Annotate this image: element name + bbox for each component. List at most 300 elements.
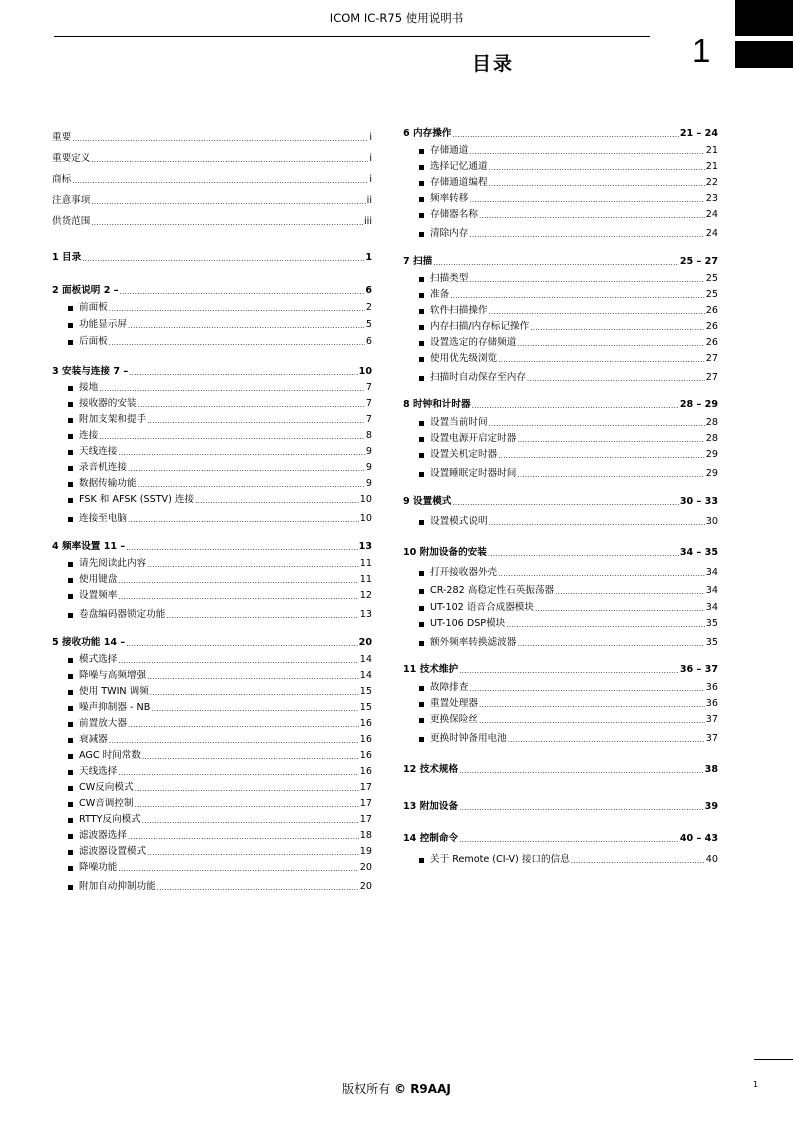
bullet-icon [419, 437, 424, 442]
toc-entry-label: 设置睡眠定时器时间 [430, 468, 517, 479]
toc-entry-page: 35 [705, 637, 718, 648]
toc-entry[interactable] [68, 782, 372, 794]
toc-entry-page: iii [364, 216, 372, 227]
dot-leader [151, 705, 358, 714]
dot-leader [459, 767, 704, 776]
bullet-icon [419, 421, 424, 426]
bullet-icon [419, 197, 424, 202]
toc-entry-label: CR-282 高稳定性石英振荡器 [430, 585, 555, 596]
dot-leader [135, 785, 359, 794]
toc-entry-label: 降噪与高频增强 [79, 670, 147, 681]
toc-entry[interactable] [52, 153, 372, 165]
toc-entry[interactable] [419, 449, 718, 461]
toc-entry-page: 34 [705, 567, 718, 578]
toc-entry[interactable] [68, 734, 372, 746]
toc-entry-page: 34 – 35 [679, 547, 718, 558]
dot-leader [118, 769, 358, 778]
toc-entry[interactable] [68, 718, 372, 730]
bullet-icon [419, 181, 424, 186]
bullet-icon [419, 165, 424, 170]
dot-leader [118, 593, 358, 602]
toc-entry[interactable] [419, 433, 718, 445]
toc-entry-page: 18 [359, 830, 372, 841]
bullet-icon [68, 306, 73, 311]
toc-entry-label: 设置当前时间 [430, 417, 488, 428]
toc-entry[interactable] [68, 446, 372, 458]
dot-leader [120, 288, 365, 297]
dot-leader [142, 753, 359, 762]
toc-entry-label: 5 接收功能 14 – [52, 637, 126, 648]
toc-entry-page: 23 [705, 193, 718, 204]
dot-leader [82, 255, 364, 264]
copyright-prefix: 版权所有 [342, 1082, 391, 1096]
toc-entry[interactable] [419, 854, 718, 866]
dot-leader [118, 865, 358, 874]
toc-entry[interactable] [419, 353, 718, 365]
toc-entry[interactable] [419, 714, 718, 726]
toc-entry-label: 前置放大器 [79, 718, 127, 729]
bullet-icon [68, 754, 73, 759]
toc-entry[interactable] [419, 289, 718, 301]
toc-entry-page: 17 [359, 814, 372, 825]
toc-entry-label: 设置关机定时器 [430, 449, 498, 460]
bullet-icon [68, 466, 73, 471]
bullet-icon [419, 858, 424, 863]
bullet-icon [419, 641, 424, 646]
toc-entry-page: 16 [359, 718, 372, 729]
toc-entry-label: 重要 [52, 132, 72, 143]
toc-entry-page: 30 – 33 [679, 496, 718, 507]
dot-leader [126, 640, 357, 649]
toc-entry-page: 15 [359, 702, 372, 713]
dot-leader [479, 701, 705, 710]
bullet-icon [419, 357, 424, 362]
toc-entry[interactable] [403, 801, 718, 813]
page-number: 1 [753, 1080, 759, 1089]
dot-leader [527, 375, 705, 384]
toc-entry-label: UT-106 DSP模块 [430, 618, 506, 629]
toc-entry-label: 1 目录 [52, 252, 82, 263]
bullet-icon [419, 293, 424, 298]
toc-entry[interactable] [52, 174, 372, 186]
toc-entry-label: 3 安装与连接 7 – [52, 366, 129, 377]
bullet-icon [68, 482, 73, 487]
toc-entry-label: 打开接收器外壳 [430, 567, 498, 578]
bullet-icon [68, 498, 73, 503]
toc-entry-label: 滤波器选择 [79, 830, 127, 841]
bullet-icon [68, 722, 73, 727]
toc-entry[interactable] [68, 830, 372, 842]
toc-entry[interactable] [403, 664, 718, 676]
copyright-mark: © R9AAJ [394, 1082, 451, 1096]
bullet-icon [68, 786, 73, 791]
toc-entry[interactable] [419, 585, 718, 597]
bullet-icon [68, 434, 73, 439]
toc-entry-page: 11 [359, 558, 372, 569]
dot-leader [535, 605, 705, 614]
toc-entry-page: 13 [358, 541, 372, 552]
toc-entry-page: 40 – 43 [679, 833, 718, 844]
toc-entry[interactable] [52, 195, 372, 207]
dot-leader [129, 369, 358, 378]
toc-entry-page: 20 [359, 881, 372, 892]
bullet-icon [68, 517, 73, 522]
toc-entry[interactable] [68, 302, 372, 314]
toc-entry-label: 9 设置模式 [403, 496, 452, 507]
toc-entry-page: 7 [365, 414, 372, 425]
toc-entry[interactable] [403, 764, 718, 776]
chapter-number: 1 [692, 32, 711, 69]
toc-entry-page: 37 [705, 733, 718, 744]
toc-entry[interactable] [403, 496, 718, 508]
bullet-icon [419, 341, 424, 346]
bullet-icon [68, 386, 73, 391]
toc-entry[interactable] [403, 256, 718, 268]
toc-entry[interactable] [419, 209, 718, 221]
toc-entry[interactable] [419, 618, 718, 630]
toc-entry-label: 数据传输功能 [79, 478, 137, 489]
toc-entry-label: 注意事项 [52, 195, 91, 206]
bullet-icon [419, 325, 424, 330]
toc-entry-page: 16 [359, 750, 372, 761]
toc-entry[interactable] [52, 285, 372, 297]
toc-entry-page: 30 [705, 516, 718, 527]
bullet-icon [68, 738, 73, 743]
toc-entry-page: 29 [705, 449, 718, 460]
bullet-icon [68, 834, 73, 839]
toc-entry[interactable] [419, 177, 718, 189]
toc-entry[interactable] [403, 399, 718, 411]
toc-entry-label: 清除内存 [430, 228, 469, 239]
toc-entry[interactable] [419, 372, 718, 384]
bullet-icon [419, 309, 424, 314]
toc-entry-label: 准备 [430, 289, 450, 300]
toc-entry-label: 2 面板说明 2 – [52, 285, 119, 296]
toc-entry-page: 10 [358, 366, 372, 377]
toc-entry[interactable] [68, 336, 372, 348]
toc-entry[interactable] [68, 513, 372, 525]
toc-entry-page: ii [366, 195, 372, 206]
toc-entry[interactable] [419, 637, 718, 649]
dot-leader [517, 340, 704, 349]
toc-entry-page: 37 [705, 714, 718, 725]
toc-entry-page: 12 [359, 590, 372, 601]
dot-leader [498, 356, 705, 365]
toc-entry[interactable] [419, 602, 718, 614]
toc-entry[interactable] [403, 128, 718, 140]
bullet-icon [68, 706, 73, 711]
dot-leader [91, 219, 363, 228]
toc-entry-label: CW反向模式 [79, 782, 134, 793]
toc-entry-label: 功能显示屏 [79, 319, 127, 330]
toc-entry-label: CW音调控制 [79, 798, 134, 809]
toc-entry-page: 20 [359, 862, 372, 873]
toc-entry[interactable] [419, 228, 718, 240]
bullet-icon [68, 674, 73, 679]
dot-leader [469, 196, 704, 205]
toc-entry-page: 28 – 29 [679, 399, 718, 410]
dot-leader [571, 857, 705, 866]
toc-entry[interactable] [68, 766, 372, 778]
toc-entry-page: 22 [705, 177, 718, 188]
bullet-icon [419, 520, 424, 525]
toc-entry-page: 10 [359, 494, 372, 505]
toc-entry[interactable] [68, 414, 372, 426]
toc-entry-label: 供货范围 [52, 216, 91, 227]
toc-entry[interactable] [68, 494, 372, 506]
bullet-icon [68, 418, 73, 423]
toc-entry[interactable] [68, 398, 372, 410]
toc-entry[interactable] [68, 478, 372, 490]
toc-entry-label: 接收器的安装 [79, 398, 137, 409]
toc-entry[interactable] [52, 252, 372, 264]
toc-entry[interactable] [68, 609, 372, 621]
bullet-icon [68, 323, 73, 328]
bullet-icon [68, 594, 73, 599]
bullet-icon [419, 149, 424, 154]
toc-entry[interactable] [52, 637, 372, 649]
toc-entry-label: 4 频率设置 11 – [52, 541, 126, 552]
toc-entry[interactable] [68, 670, 372, 682]
bullet-icon [419, 606, 424, 611]
toc-entry-label: 7 扫描 [403, 256, 433, 267]
toc-entry[interactable] [68, 702, 372, 714]
toc-entry[interactable] [419, 733, 718, 745]
toc-entry[interactable] [419, 468, 718, 480]
toc-entry[interactable] [68, 462, 372, 474]
toc-entry-label: 存储器名称 [430, 209, 478, 220]
toc-entry-page: 25 – 27 [679, 256, 718, 267]
dot-leader [479, 212, 705, 221]
toc-entry-page: 24 [705, 209, 718, 220]
dot-leader [459, 667, 679, 676]
toc-entry[interactable] [68, 846, 372, 858]
toc-entry[interactable] [419, 321, 718, 333]
dot-leader [72, 177, 368, 186]
toc-entry-label: 设置频率 [79, 590, 118, 601]
toc-entry[interactable] [68, 881, 372, 893]
toc-entry[interactable] [419, 567, 718, 579]
toc-entry-page: 14 [359, 670, 372, 681]
dot-leader [157, 884, 359, 893]
toc-entry[interactable] [68, 814, 372, 826]
toc-entry-label: 6 内存操作 [403, 128, 452, 139]
toc-entry[interactable] [68, 862, 372, 874]
toc-entry-label: 更换时钟备用电池 [430, 733, 507, 744]
toc-entry-label: 设置模式说明 [430, 516, 488, 527]
toc-entry-page: 34 [705, 602, 718, 613]
toc-entry-page: 11 [359, 574, 372, 585]
dot-leader [135, 801, 359, 810]
bullet-icon [68, 802, 73, 807]
toc-entry-page: 16 [359, 766, 372, 777]
toc-entry[interactable] [419, 698, 718, 710]
dot-leader [459, 836, 679, 845]
toc-entry-label: 13 附加设备 [403, 801, 459, 812]
toc-entry-page: 38 [704, 764, 718, 775]
dot-leader [517, 640, 704, 649]
bullet-icon [68, 340, 73, 345]
toc-entry[interactable] [52, 541, 372, 553]
toc-entry-page: 1 [365, 252, 372, 263]
bullet-icon [68, 818, 73, 823]
toc-entry[interactable] [52, 216, 372, 228]
toc-entry-label: 后面板 [79, 336, 108, 347]
toc-entry[interactable] [68, 686, 372, 698]
document-title: ICOM IC-R75 使用说明书 [329, 11, 464, 25]
toc-entry-label: 附加自动抑制功能 [79, 881, 156, 892]
toc-entry[interactable] [68, 558, 372, 570]
toc-entry-page: 8 [365, 430, 372, 441]
toc-entry-label: 扫描类型 [430, 273, 469, 284]
bullet-icon [419, 686, 424, 691]
dot-leader [147, 417, 365, 426]
toc-entry-label: 录音机连接 [79, 462, 127, 473]
bullet-icon [419, 737, 424, 742]
dot-leader [459, 804, 704, 813]
dot-leader [128, 833, 359, 842]
dot-leader [118, 657, 358, 666]
dot-leader [450, 292, 705, 301]
toc-entry[interactable] [419, 337, 718, 349]
toc-entry-page: 21 [705, 145, 718, 156]
dot-leader [128, 465, 365, 474]
dot-leader [99, 433, 365, 442]
bullet-icon [419, 571, 424, 576]
toc-entry-label: 软件扫描操作 [430, 305, 488, 316]
toc-entry-page: 35 [705, 618, 718, 629]
toc-entry-page: 27 [705, 353, 718, 364]
dot-leader [508, 736, 705, 745]
dot-leader [472, 402, 679, 411]
bullet-icon [68, 770, 73, 775]
toc-entry-page: 20 [358, 637, 372, 648]
toc-entry-label: 存储通道编程 [430, 177, 488, 188]
toc-entry-page: 26 [705, 321, 718, 332]
toc-entry-label: 降噪功能 [79, 862, 118, 873]
dot-leader [489, 420, 705, 429]
toc-entry-page: i [369, 153, 372, 164]
bullet-icon [68, 402, 73, 407]
toc-entry-label: 更换保险丝 [430, 714, 478, 725]
toc-entry-page: 15 [359, 686, 372, 697]
dot-leader [517, 471, 704, 480]
bullet-icon [68, 658, 73, 663]
bullet-icon [68, 866, 73, 871]
toc-entry-page: 25 [705, 273, 718, 284]
toc-entry[interactable] [68, 430, 372, 442]
toc-entry-page: 10 [359, 513, 372, 524]
dot-leader [433, 259, 679, 268]
toc-entry[interactable] [419, 193, 718, 205]
dot-leader [128, 322, 365, 331]
dot-leader [109, 339, 365, 348]
dot-leader [109, 737, 359, 746]
toc-entry-label: 扫描时自动保存至内存 [430, 372, 526, 383]
dot-leader [138, 481, 365, 490]
toc-entry-page: 26 [705, 337, 718, 348]
bullet-icon [419, 472, 424, 477]
dot-leader [506, 621, 705, 630]
bullet-icon [419, 453, 424, 458]
dot-leader [498, 570, 705, 579]
toc-entry[interactable] [52, 366, 372, 378]
dot-leader [489, 180, 705, 189]
toc-entry[interactable] [419, 417, 718, 429]
toc-entry-page: 6 [365, 285, 372, 296]
toc-entry-page: 24 [705, 228, 718, 239]
toc-entry[interactable] [68, 382, 372, 394]
toc-entry[interactable] [68, 798, 372, 810]
toc-entry[interactable] [68, 654, 372, 666]
toc-entry-label: 天线选择 [79, 766, 118, 777]
toc-entry[interactable] [68, 574, 372, 586]
toc-entry-label: 卷盘编码器锁定功能 [79, 609, 166, 620]
toc-entry-page: 34 [705, 585, 718, 596]
toc-entry-label: 重置处理器 [430, 698, 478, 709]
dot-leader [109, 305, 365, 314]
toc-entry[interactable] [403, 547, 718, 559]
toc-entry-page: 7 [365, 398, 372, 409]
footer-copyright [0, 1080, 793, 1097]
toc-entry[interactable] [419, 145, 718, 157]
bullet-icon [68, 578, 73, 583]
toc-entry-page: 26 [705, 305, 718, 316]
bullet-icon [68, 850, 73, 855]
toc-entry[interactable] [68, 590, 372, 602]
toc-entry-page: 36 [705, 698, 718, 709]
toc-entry[interactable] [68, 750, 372, 762]
toc-entry-label: 存储通道 [430, 145, 469, 156]
toc-entry[interactable] [419, 161, 718, 173]
dot-leader [452, 131, 678, 140]
toc-entry-label: 故障排查 [430, 682, 469, 693]
toc-entry[interactable] [68, 319, 372, 331]
toc-entry-page: 28 [705, 433, 718, 444]
toc-entry-page: 36 [705, 682, 718, 693]
toc-entry[interactable] [419, 273, 718, 285]
toc-entry-page: 25 [705, 289, 718, 300]
toc-entry-page: 16 [359, 734, 372, 745]
toc-entry-label: 天线连接 [79, 446, 118, 457]
toc-entry-page: 21 [705, 161, 718, 172]
dot-leader [469, 685, 704, 694]
toc-entry[interactable] [419, 305, 718, 317]
dot-leader [147, 849, 359, 858]
toc-entry-label: 商标 [52, 174, 72, 185]
dot-leader [72, 135, 368, 144]
page-title: 目录 [472, 53, 515, 75]
bullet-icon [419, 702, 424, 707]
toc-entry-label: 接地 [79, 382, 99, 393]
dot-leader [147, 561, 359, 570]
dot-leader [489, 164, 705, 173]
toc-entry-page: 2 [365, 302, 372, 313]
toc-entry[interactable] [403, 833, 718, 845]
dot-leader [118, 449, 365, 458]
toc-entry-label: 14 控制命令 [403, 833, 459, 844]
dot-leader [488, 550, 679, 559]
toc-entry-page: 27 [705, 372, 718, 383]
toc-entry[interactable] [419, 682, 718, 694]
toc-entry-page: 29 [705, 468, 718, 479]
toc-entry-label: 8 时钟和计时器 [403, 399, 471, 410]
toc-entry[interactable] [52, 132, 372, 144]
toc-entry-page: 6 [365, 336, 372, 347]
toc-entry-page: 5 [365, 319, 372, 330]
toc-entry[interactable] [419, 516, 718, 528]
toc-entry-label: 关于 Remote (CI-V) 接口的信息 [430, 854, 570, 865]
